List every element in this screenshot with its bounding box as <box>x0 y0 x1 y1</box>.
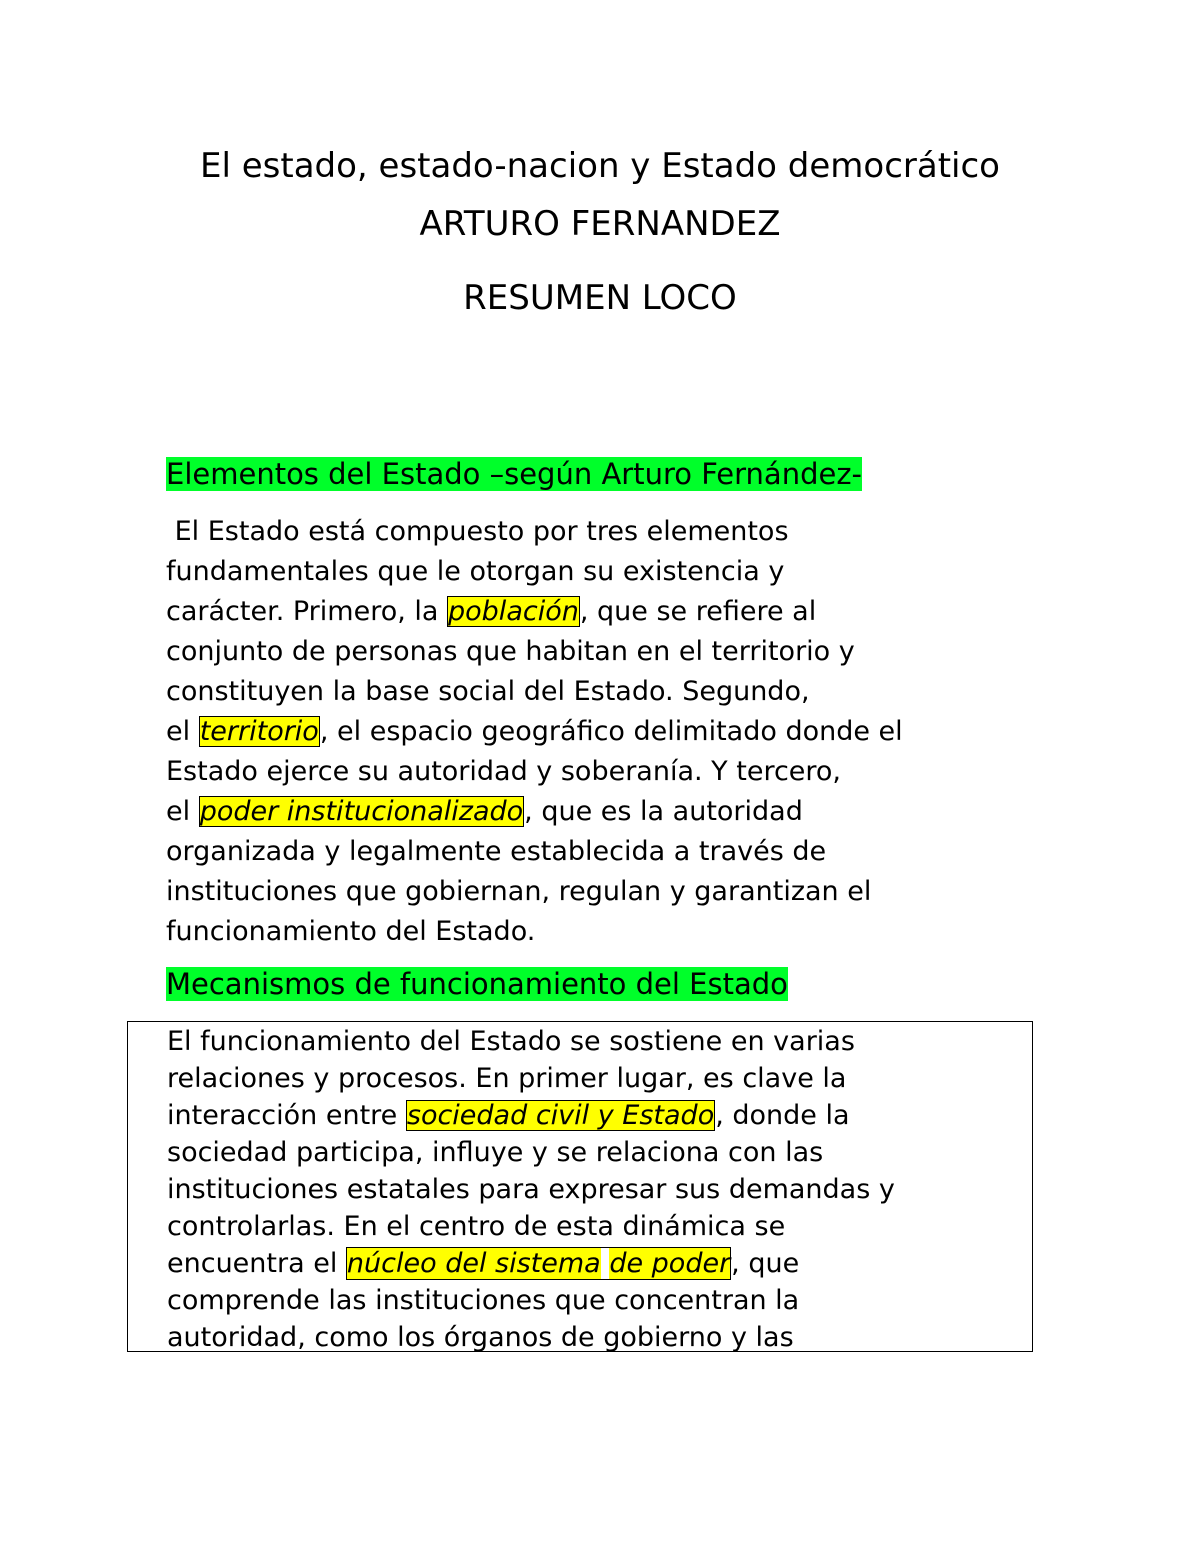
paragraph-line: relaciones y procesos. En primer lugar, es clave la <box>167 1063 847 1094</box>
paragraph-line: constituyen la base social del Estado. Segundo, <box>166 676 810 707</box>
highlighted-term-poder-institucionalizado: poder institucionalizado <box>199 796 524 827</box>
highlighted-term-territorio: territorio <box>199 716 319 747</box>
paragraph-line: conjunto de personas que habitan en el territorio y <box>166 636 855 667</box>
highlighted-term-part: núcleo del sistema <box>346 1248 601 1279</box>
highlighted-term-part: de poder <box>609 1248 731 1279</box>
paragraph-line: El funcionamiento del Estado se sostiene en varias <box>167 1026 855 1057</box>
section-heading-text: Mecanismos de funcionamiento del Estado <box>166 967 788 1001</box>
document-title: El estado, estado-nacion y Estado democrático <box>200 146 1000 186</box>
paragraph-line: interacción entre sociedad civil y Estado, donde la <box>167 1100 850 1131</box>
paragraph-line: instituciones que gobiernan, regulan y garantizan el <box>166 876 872 907</box>
paragraph-line: organizada y legalmente establecida a través de <box>166 836 827 867</box>
paragraph-line: comprende las instituciones que concentran la <box>167 1285 800 1316</box>
paragraph-line: controlarlas. En el centro de esta dinámica se <box>167 1211 786 1242</box>
paragraph-line: funcionamiento del Estado. <box>166 916 536 947</box>
paragraph-line: instituciones estatales para expresar sus demandas y <box>167 1174 895 1205</box>
paragraph-line: carácter. Primero, la población, que se refiere al <box>166 596 817 627</box>
paragraph-mecanismos <box>167 1023 1027 1352</box>
highlighted-term-poblacion: población <box>448 596 579 627</box>
paragraph-line: encuentra el núcleo del sistema de poder, que <box>167 1248 800 1279</box>
highlighted-term-nucleo <box>346 1247 731 1280</box>
section-heading-mecanismos <box>166 966 788 1002</box>
document-author: ARTURO FERNANDEZ <box>419 204 781 244</box>
section-heading-elementos <box>166 456 862 492</box>
paragraph-line: fundamentales que le otorgan su existencia y <box>166 556 785 587</box>
paragraph-line: el territorio, el espacio geográfico delimitado donde el <box>166 716 903 747</box>
paragraph-line: sociedad participa, influye y se relaciona con las <box>167 1137 824 1168</box>
highlighted-term-sociedad-civil: sociedad civil y Estado <box>406 1100 715 1131</box>
paragraph-line: El Estado está compuesto por tres elementos <box>166 516 789 547</box>
paragraph-elementos <box>166 512 1046 952</box>
section-heading-text: Elementos del Estado –según Arturo Fernández- <box>166 457 863 491</box>
document-subtitle: RESUMEN LOCO <box>463 278 737 318</box>
paragraph-line: autoridad, como los órganos de gobierno y las <box>167 1322 794 1352</box>
paragraph-line: el poder institucionalizado, que es la autoridad <box>166 796 803 827</box>
text-box <box>127 1021 1033 1352</box>
paragraph-line: Estado ejerce su autoridad y soberanía. Y tercero, <box>166 756 842 787</box>
